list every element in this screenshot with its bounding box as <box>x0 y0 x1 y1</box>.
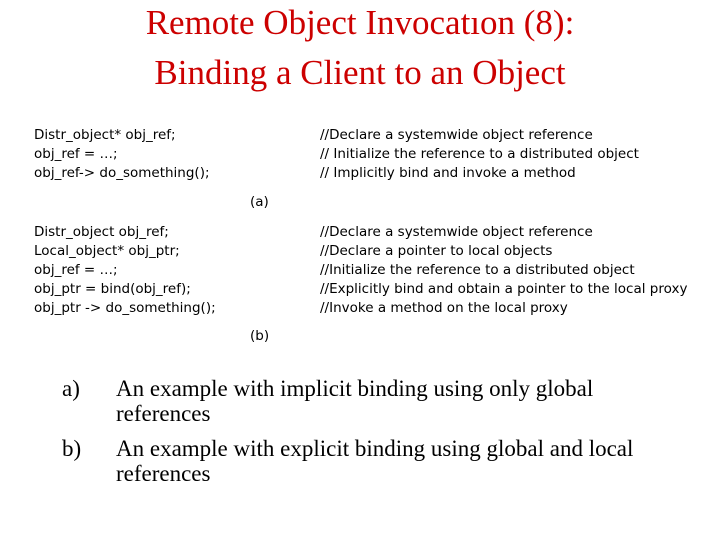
example-b-code <box>34 223 216 318</box>
list-item-text: An example with explicit binding using global and local references <box>116 436 634 486</box>
comment-line: //Declare a systemwide object reference <box>320 224 593 240</box>
explanation-list <box>62 376 682 496</box>
comment-line: // Implicitly bind and invoke a method <box>320 165 576 181</box>
code-line: obj_ptr -> do_something(); <box>34 300 216 316</box>
comment-line: //Invoke a method on the local proxy <box>320 300 568 316</box>
example-a-code <box>34 126 210 183</box>
code-line: Local_object* obj_ptr; <box>34 243 180 259</box>
code-line: Distr_object obj_ref; <box>34 224 169 240</box>
comment-line: //Declare a systemwide object reference <box>320 127 593 143</box>
list-item <box>62 436 682 486</box>
example-b-caption: (b) <box>250 328 270 344</box>
code-line: obj_ref = …; <box>34 146 118 162</box>
comment-line: //Declare a pointer to local objects <box>320 243 553 259</box>
list-item-marker: b) <box>62 436 82 461</box>
example-a-caption: (a) <box>250 194 269 210</box>
code-line: Distr_object* obj_ref; <box>34 127 176 143</box>
code-line: obj_ptr = bind(obj_ref); <box>34 281 191 297</box>
list-item <box>62 376 682 426</box>
comment-line: //Initialize the reference to a distributed object <box>320 262 635 278</box>
code-line: obj_ref-> do_something(); <box>34 165 210 181</box>
slide-title-line-2: Binding a Client to an Object <box>154 53 566 92</box>
slide-title-line-1: Remote Object Invocatıon (8): <box>145 3 575 42</box>
comment-line: //Explicitly bind and obtain a pointer to the local proxy <box>320 281 688 297</box>
comment-line: // Initialize the reference to a distributed object <box>320 146 639 162</box>
code-line: obj_ref = …; <box>34 262 118 278</box>
example-a-comments <box>320 126 639 183</box>
list-item-text: An example with implicit binding using only global references <box>116 376 594 426</box>
example-b-comments <box>320 223 687 318</box>
list-item-marker: a) <box>62 376 80 401</box>
slide-title <box>0 2 720 94</box>
